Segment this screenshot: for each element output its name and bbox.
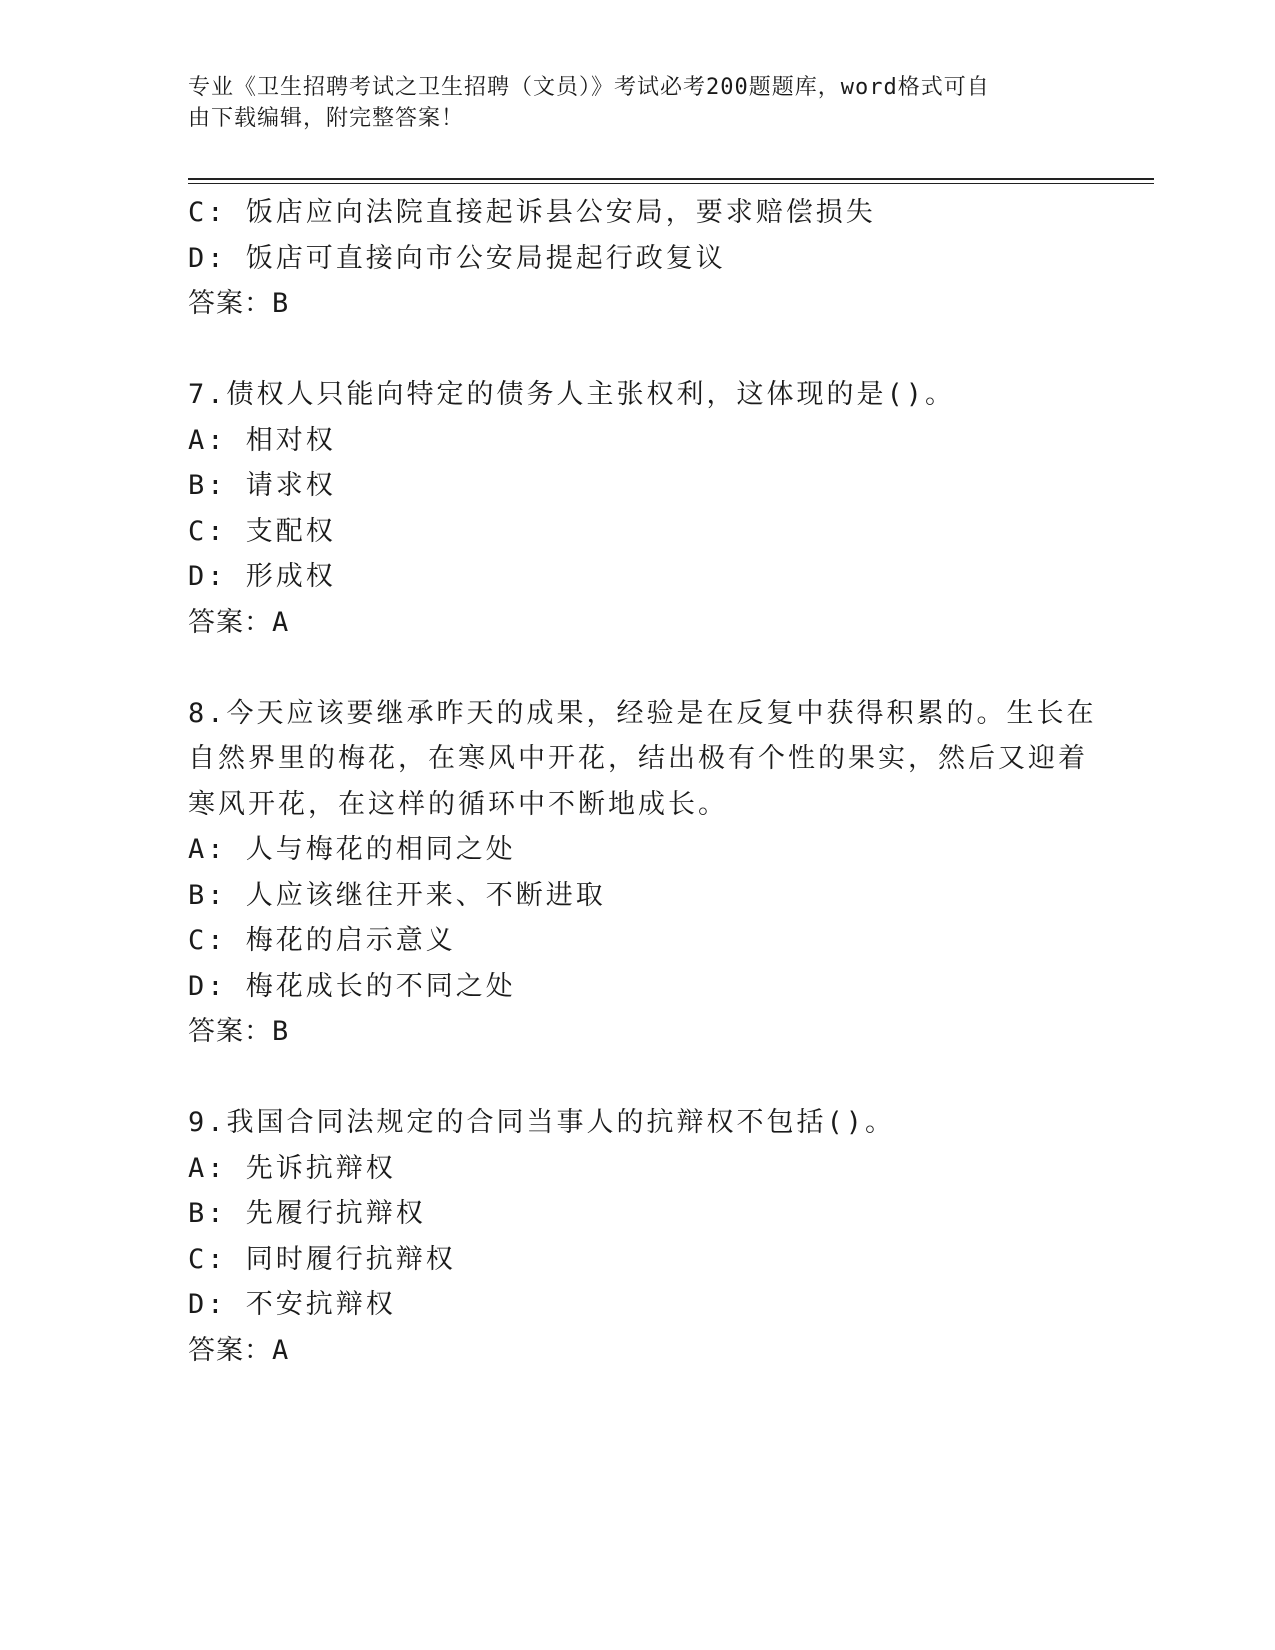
question-stem: 8.今天应该要继承昨天的成果，经验是在反复中获得积累的。生长在: [188, 697, 1097, 729]
header-line-1: 专业《卫生招聘考试之卫生招聘（文员）》考试必考200题题库，word格式可自: [188, 75, 990, 100]
option-d: D: 饭店可直接向市公安局提起行政复议: [188, 242, 726, 274]
option-c: C: 梅花的启示意义: [188, 925, 456, 956]
question-block-9: [188, 1100, 1068, 1373]
answer-line: 答案：B: [188, 1016, 290, 1047]
question-list: [188, 190, 1097, 1373]
question-block-8: [188, 691, 1097, 1055]
question-block-7: [188, 372, 1068, 645]
option-a: A: 人与梅花的相同之处: [188, 834, 516, 865]
answer-line: 答案：A: [188, 606, 290, 638]
question-block-6: [188, 190, 1068, 327]
option-b: B: 人应该继往开来、不断进取: [188, 879, 606, 911]
option-c: C: 支配权: [188, 515, 336, 547]
header-line-2: 由下载编辑，附完整答案！: [188, 106, 465, 131]
option-a: A: 相对权: [188, 424, 336, 456]
answer-line: 答案：B: [188, 288, 290, 319]
option-d: D: 形成权: [188, 561, 336, 592]
spacer: [188, 327, 1068, 373]
option-c: C: 饭店应向法院直接起诉县公安局，要求赔偿损失: [188, 197, 876, 228]
option-d: D: 不安抗辩权: [188, 1289, 396, 1320]
spacer: [188, 1055, 1068, 1101]
header-divider-thin: [188, 183, 1154, 184]
question-stem: 7.债权人只能向特定的债务人主张权利，这体现的是()。: [188, 379, 956, 410]
spacer: [188, 645, 1068, 691]
header-divider-thick: [188, 178, 1154, 180]
option-c: C: 同时履行抗辩权: [188, 1243, 456, 1275]
question-stem: 寒风开花，在这样的循环中不断地成长。: [188, 788, 728, 820]
question-stem: 9.我国合同法规定的合同当事人的抗辩权不包括()。: [188, 1107, 896, 1138]
option-a: A: 先诉抗辩权: [188, 1152, 396, 1184]
option-b: B: 先履行抗辩权: [188, 1198, 426, 1229]
document-header: [188, 72, 1068, 134]
option-b: B: 请求权: [188, 470, 336, 501]
answer-line: 答案：A: [188, 1334, 290, 1366]
option-d: D: 梅花成长的不同之处: [188, 970, 516, 1002]
question-stem: 自然界里的梅花，在寒风中开花，结出极有个性的果实，然后又迎着: [188, 743, 1088, 774]
